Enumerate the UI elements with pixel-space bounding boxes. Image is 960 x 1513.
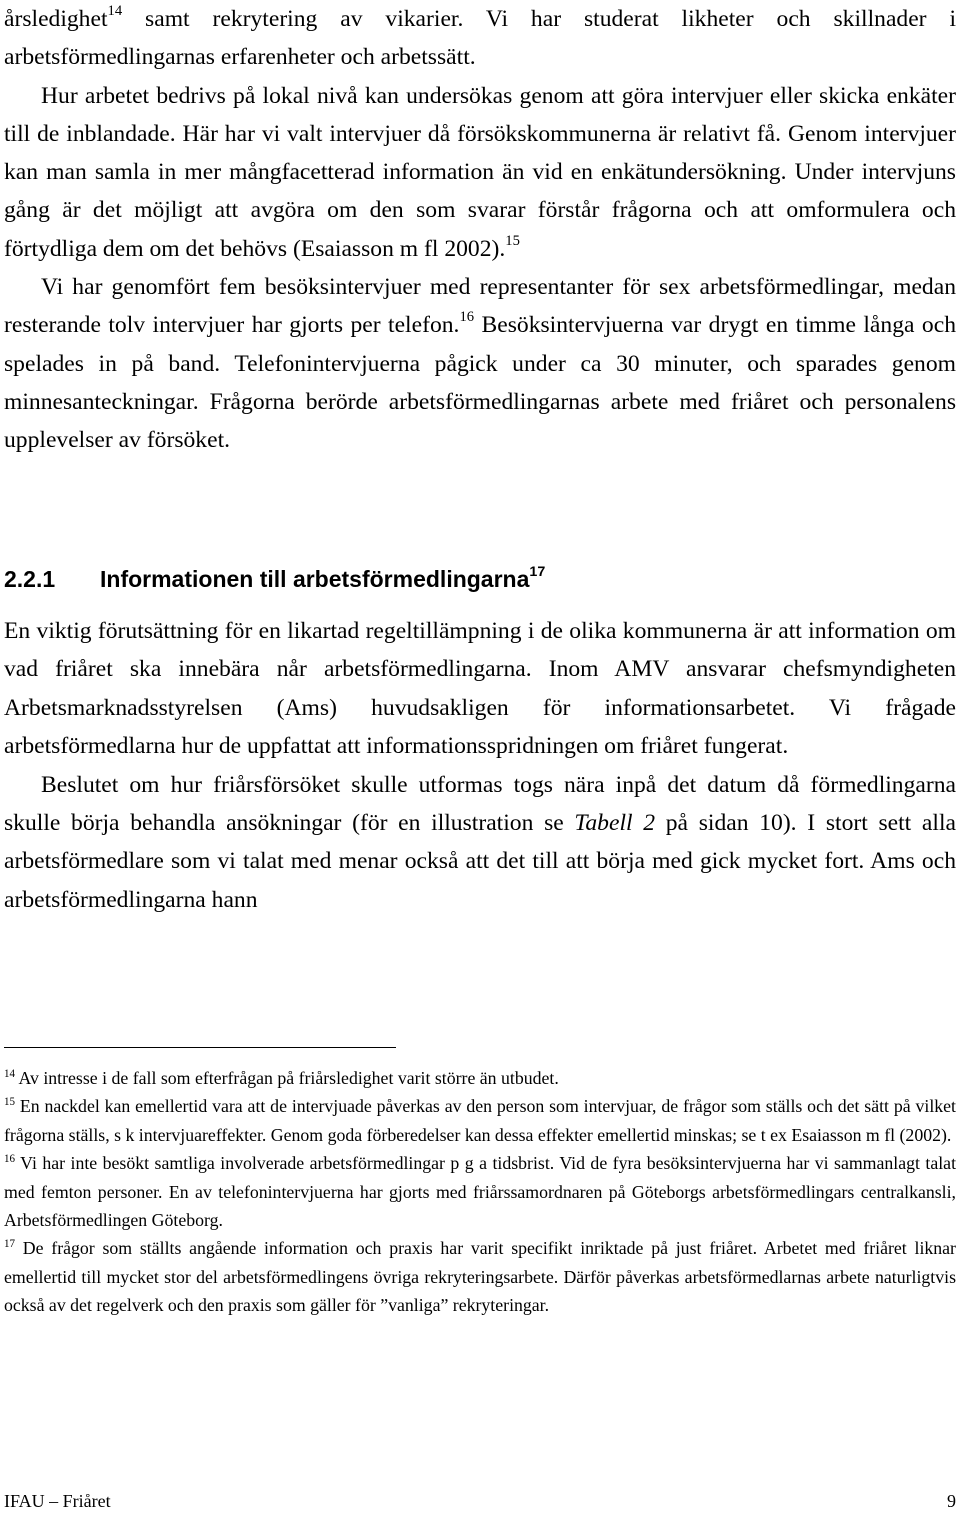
footnote-text: De frågor som ställts angående information och praxis har varit specifikt inriktade på just friåret. Arbetet med friåret liknar emellertid till mycket stor del arbetsförmedlingens övriga rekryteringsarbete. Därför påverkas arbetsförmedlarnas arbete naturligtvis också av det regelverk och den praxis som gäller för ”vanliga” rekryteringar. — [4, 1238, 956, 1316]
footnote-number: 14 — [4, 1068, 16, 1081]
footnote-text: Av intresse i de fall som efterfrågan på friårsledighet varit större än utbudet. — [18, 1068, 559, 1088]
paragraph-intro — [4, 0, 956, 77]
footnote-15 — [4, 1092, 956, 1149]
interviews-text-b: Besöksintervjuerna var drygt en timme långa och spelades in på band. Telefonintervjuerna pågick under ca 30 minuter, och sparades genom minnesanteckningar. Frågorna berörde arbetsförmedlingarnas arbete med friåret och personalens upplevelser av försöket. — [4, 312, 956, 454]
paragraph-decision — [4, 766, 956, 920]
footnote-separator — [4, 1047, 396, 1048]
footnote-text: En nackdel kan emellertid vara att de intervjuade påverkas av den person som intervjuar, de frågor som ställs och det sätt på vilket frågorna ställs, s k intervjuareffekter. Genom goda förberedelser kan dessa effekter emellertid minskas; se t ex Esaiasson m fl (2002). — [4, 1096, 956, 1145]
body-section-info — [4, 612, 956, 919]
page-number: 9 — [947, 1491, 956, 1511]
footnote-number: 15 — [4, 1096, 16, 1109]
decision-text-a: Beslutet om hur friårsförsöket skulle utformas togs nära inpå det datum då förmedlingarna skulle börja behandla ansökningar (för en illustration se — [4, 771, 956, 837]
footnotes — [4, 1064, 956, 1320]
footnote-16 — [4, 1149, 956, 1234]
footnote-ref-15[interactable]: 15 — [505, 232, 520, 249]
footnote-text: Vi har inte besökt samtliga involverade arbetsförmedlingar p g a tidsbrist. Vid de fyra besöksintervjuerna har vi sammanlagt talat med femton personer. En av telefonintervjuerna har gjorts med friårssamordnaren på Göteborgs arbetsförmedlingars centralkansli, Arbetsförmedlingen Göteborg. — [4, 1153, 957, 1231]
section-number: 2.2.1 — [4, 566, 56, 592]
footnote-ref-17[interactable]: 17 — [529, 564, 546, 581]
interviews-text-a: Vi har genomfört fem besöksintervjuer med representanter för sex arbetsförmedlingar, medan resterande tolv intervjuer har gjorts per telefon. — [4, 274, 956, 339]
section-title: Informationen till arbetsförmedlingarna — [100, 566, 530, 592]
footnote-number: 16 — [4, 1153, 16, 1166]
footnote-number: 17 — [4, 1238, 16, 1251]
footnote-14 — [4, 1064, 956, 1092]
footer-publication: IFAU – Friåret — [4, 1491, 111, 1511]
paragraph-info: En viktig förutsättning för en likartad regeltillämpning i de olika kommunerna är att information om vad friåret ska innebära når arbetsförmedlingarna. Inom AMV ansvarar chefsmyndigheten Arbetsmarknadsstyrelsen (Ams) huvudsakligen för informationsarbetet. Vi frågade arbetsförmedlarna hur de uppfattat att informationsspridningen om friåret fungerat. — [4, 618, 956, 760]
footnote-17 — [4, 1234, 956, 1319]
decision-text-b: på sidan 10). I stort sett alla arbetsförmedlare som vi talat med menar också att det till att börja med gick mycket fort. Ams och arbetsförmedlingarna hann — [4, 810, 956, 913]
body-section-method — [4, 0, 956, 460]
table-reference-link[interactable]: Tabell 2 — [574, 810, 656, 837]
method-text: Hur arbetet bedrivs på lokal nivå kan undersökas genom att göra intervjuer eller skicka enkäter till de inblandade. Här har vi valt intervjuer då försökskommunerna är relativt få. Genom intervjuer kan man samla in mer mångfacetterad information än vid en enkätundersökning. Under intervjuns gång är det möjligt att avgöra om den som svarar förstår frågorna och att omformulera och förtydliga dem om det behövs (Esaiasson m fl 2002). — [4, 82, 956, 262]
footnote-ref-14[interactable]: 14 — [107, 2, 123, 19]
paragraph-method — [4, 77, 956, 268]
footnote-ref-16[interactable]: 16 — [459, 309, 475, 326]
section-heading — [4, 566, 545, 593]
intro-text-start: årsledighet — [4, 6, 108, 32]
paragraph-interviews — [4, 268, 956, 459]
intro-text-end: samt rekrytering av vikarier. Vi har studerat likheter och skillnader i arbetsförmedlingarnas erfarenheter och arbetssätt. — [4, 6, 956, 71]
